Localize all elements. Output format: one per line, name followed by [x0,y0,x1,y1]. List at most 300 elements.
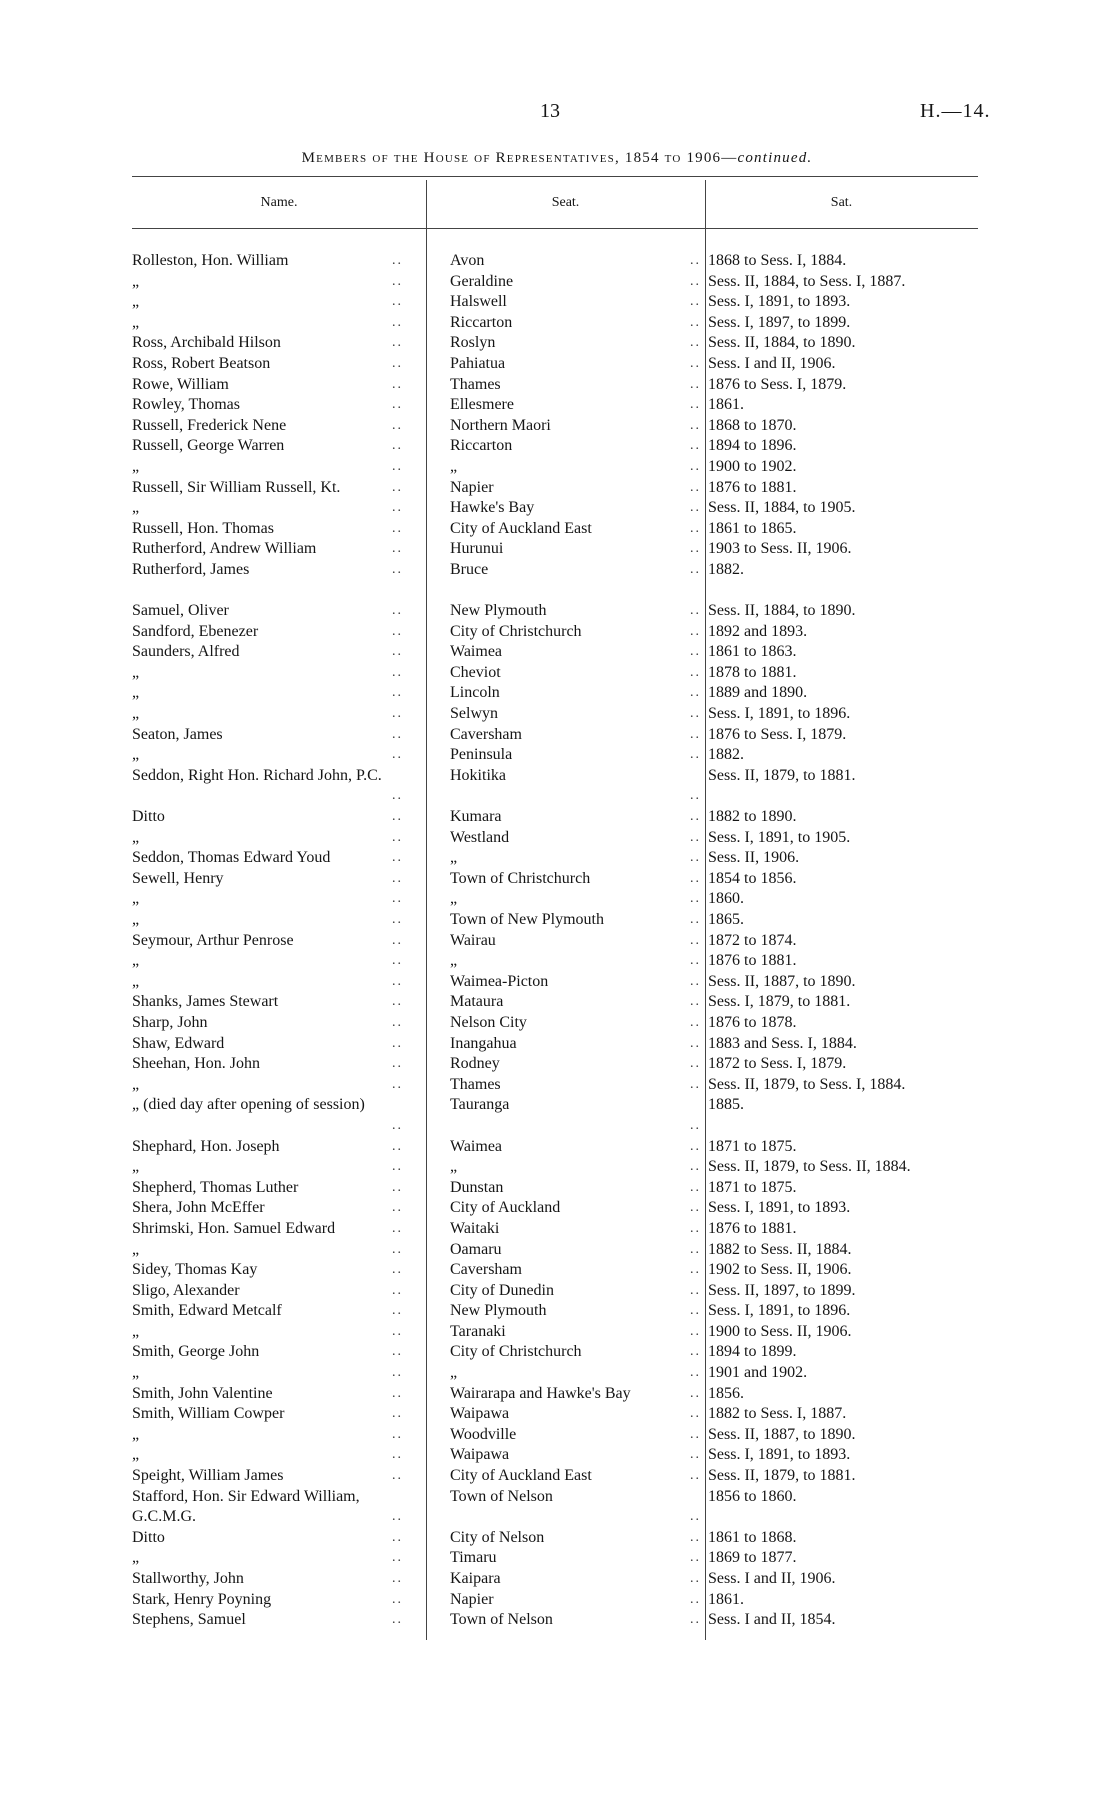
leader-dots: .. [392,1385,403,1401]
leader-dots: .. [690,294,701,310]
table-row [132,1445,992,1466]
table-row [132,354,992,375]
leader-dots: .. [690,1200,701,1216]
sat-period: Sess. I, 1891, to 1893. [708,293,851,311]
seat-name: Halswell [450,293,507,311]
member-name: „ [132,1549,140,1567]
member-name: „ [132,1322,140,1340]
leader-dots: .. [392,1076,403,1092]
leader-dots: .. [392,1241,403,1257]
leader-dots: .. [690,520,701,536]
sat-period: 1889 and 1890. [708,684,808,702]
leader-dots: .. [690,1406,701,1422]
table-row [132,539,992,560]
leader-dots: .. [690,1571,701,1586]
leader-dots: .. [690,953,701,969]
leader-dots: .. [392,644,403,660]
leader-dots: .. [690,891,701,907]
leader-dots: .. [690,1385,701,1401]
page-number: 13 [540,100,560,122]
sat-period: Sess. II, 1879, to 1881. [708,1467,856,1485]
seat-name: City of Christchurch [450,1343,582,1361]
leader-dots: .. [392,1262,403,1278]
leader-dots: .. [392,1220,403,1236]
leader-dots: .. [392,685,403,701]
member-name: Ross, Archibald Hilson [132,334,281,352]
seat-name: Inangahua [450,1034,517,1052]
member-name: Smith, William Cowper [132,1405,285,1423]
sat-period: 1861 to 1863. [708,643,797,661]
table-row [132,333,992,354]
page-heading [0,150,1114,167]
leader-dots: .. [690,397,701,413]
leader-dots: .. [392,294,403,310]
seat-name: Geraldine [450,272,514,290]
table-row [132,1404,992,1425]
leader-dots: .. [392,1282,403,1298]
seat-name: City of Christchurch [450,622,582,640]
table-row [132,272,992,293]
sat-period: 1869 to 1877. [708,1549,797,1567]
sat-period: 1900 to Sess. II, 1906. [708,1322,852,1340]
leader-dots: .. [392,253,403,268]
seat-name: Avon [450,252,485,269]
leader-dots: .. [690,1138,701,1154]
member-name: Saunders, Alfred [132,643,240,661]
sat-period: Sess. I, 1897, to 1899. [708,313,851,331]
seat-name: Wairarapa and Hawke's Bay [450,1384,631,1402]
leader-dots: .. [690,1509,701,1525]
sat-period: Sess. I and II, 1906. [708,1570,836,1587]
leader-dots: .. [392,809,403,825]
seat-name: Waimea [450,643,503,661]
table-row [132,725,992,746]
leader-dots: .. [690,1468,701,1484]
member-name: „ [132,1240,140,1258]
member-name: „ [132,952,140,970]
heading-italic: continued. [737,150,813,166]
table-row [132,292,992,313]
table-row [132,395,992,416]
member-name: „ [132,746,140,764]
sat-period: 1892 and 1893. [708,622,808,640]
seat-name: City of Auckland [450,1199,561,1217]
seat-name: Hurunui [450,540,504,558]
leader-dots: .. [690,541,701,557]
seat-name: Peninsula [450,746,513,764]
sat-period: 1882 to Sess. II, 1884. [708,1240,852,1258]
sat-period: 1894 to 1899. [708,1343,797,1361]
seat-name: Northern Maori [450,416,551,434]
seat-name: Hawke's Bay [450,499,535,517]
member-name: „ [132,890,140,908]
leader-dots: .. [392,273,403,289]
leader-dots: .. [392,850,403,866]
seat-name: „ [450,890,458,908]
member-name: Russell, Sir William Russell, Kt. [132,478,341,496]
table-row [132,1425,992,1446]
sat-period: Sess. II, 1879, to Sess. II, 1884. [708,1158,911,1176]
seat-name: Selwyn [450,705,498,723]
member-name: „ [132,911,140,928]
member-name: Seddon, Thomas Edward Youd [132,849,331,867]
sat-period: 1894 to 1896. [708,437,797,455]
leader-dots: .. [392,417,403,433]
leader-dots: .. [690,1447,701,1463]
table-row [132,1054,992,1075]
table-row [132,1322,992,1343]
sat-period: 1878 to 1881. [708,663,797,681]
table-row [132,869,992,890]
table-row [132,1528,992,1549]
leader-dots: .. [392,870,403,886]
leader-dots: .. [392,1035,403,1051]
leader-dots: .. [690,706,701,722]
table-row [132,848,992,869]
leader-dots: .. [690,561,701,577]
leader-dots: .. [392,355,403,371]
sat-period: 1876 to 1881. [708,478,797,496]
leader-dots: .. [392,912,403,927]
sat-period: Sess. II, 1884, to 1890. [708,602,856,620]
seat-name: Rodney [450,1055,500,1073]
table-row [132,622,992,643]
leader-dots: .. [392,1138,403,1154]
member-name: Rowe, William [132,375,229,393]
sat-period: Sess. II, 1887, to 1890. [708,972,856,990]
member-name: Stark, Henry Poyning [132,1590,272,1608]
table-row [132,1281,992,1302]
table-row [132,1342,992,1363]
member-name: Shera, John McEffer [132,1199,265,1217]
leader-dots: .. [690,458,701,474]
table-row [132,1610,992,1631]
seat-name: Caversham [450,725,522,743]
table-row [132,1198,992,1219]
leader-dots: .. [392,438,403,454]
leader-dots: .. [392,788,403,804]
sat-period: 1868 to 1870. [708,416,797,434]
leader-dots: .. [392,747,403,763]
leader-dots: .. [392,1200,403,1216]
table-row [132,519,992,540]
sat-period: 1854 to 1856. [708,869,797,887]
seat-name: Waimea-Picton [450,972,549,990]
leader-dots: .. [690,603,701,619]
table-row [132,992,992,1013]
sat-period: 1861. [708,1590,744,1608]
sat-period: Sess. II, 1884, to Sess. I, 1887. [708,272,906,290]
leader-dots: .. [690,1262,701,1278]
member-name: Ditto [132,1528,165,1546]
leader-dots: .. [690,1117,701,1133]
table-row [132,910,992,931]
table-row [132,1219,992,1240]
leader-dots: .. [690,438,701,454]
leader-dots: .. [690,912,701,927]
member-name: Ross, Robert Beatson [132,354,271,372]
leader-dots: .. [690,664,701,680]
leader-dots: .. [690,1323,701,1339]
seat-name: City of Auckland East [450,1467,592,1485]
seat-name: Woodville [450,1425,517,1443]
table-row [132,951,992,972]
table-row [132,457,992,478]
member-name: „ [132,313,140,331]
sat-period: Sess. II, 1887, to 1890. [708,1425,856,1443]
sat-period: 1876 to 1881. [708,952,797,970]
leader-dots: .. [690,685,701,701]
leader-dots: .. [392,1571,403,1586]
leader-dots: .. [392,973,403,989]
leader-dots: .. [690,1076,701,1092]
sat-period: 1876 to Sess. I, 1879. [708,375,847,393]
leader-dots: .. [392,1468,403,1484]
members-table [132,251,992,1631]
sat-period: 1871 to 1875. [708,1178,797,1196]
sat-period: Sess. I, 1891, to 1893. [708,1446,851,1464]
seat-name: Waipawa [450,1405,510,1423]
seat-name: Lincoln [450,684,500,702]
table-row [132,745,992,766]
leader-dots: .. [392,1447,403,1463]
table-row [132,416,992,437]
leader-dots: .. [690,1303,701,1319]
column-header-sat: Sat. [830,195,853,210]
member-name: Speight, William James [132,1467,284,1485]
leader-dots: .. [690,1014,701,1030]
table-row [132,1178,992,1199]
leader-dots: .. [690,335,701,351]
member-name: „ [132,1158,140,1176]
leader-dots: .. [392,953,403,969]
seat-name: Thames [450,375,501,393]
leader-dots: .. [392,1179,403,1195]
sat-period: Sess. II, 1879, to 1881. [708,766,856,784]
leader-dots: .. [690,273,701,289]
table-row [132,478,992,499]
seat-name: City of Nelson [450,1528,545,1546]
member-name: Sandford, Ebenezer [132,622,259,640]
leader-dots: .. [392,932,403,948]
sat-period: Sess. I and II, 1906. [708,354,836,372]
leader-dots: .. [690,417,701,433]
seat-name: „ [450,849,458,867]
leader-dots: .. [690,788,701,804]
member-name: Shephard, Hon. Joseph [132,1137,280,1155]
sat-period: 1871 to 1875. [708,1137,797,1155]
table-row [132,498,992,519]
table-row [132,704,992,725]
member-name: Smith, Edward Metcalf [132,1302,282,1320]
table-row [132,1260,992,1281]
sat-period: Sess. II, 1897, to 1899. [708,1281,856,1299]
column-header-name: Name. [260,195,298,210]
leader-dots: .. [690,376,701,392]
sat-period: 1872 to Sess. I, 1879. [708,1055,847,1073]
member-name: Stafford, Hon. Sir Edward William, G.C.M.G. [132,1487,360,1526]
leader-dots: .. [392,376,403,392]
member-name: Rolleston, Hon. William [132,252,289,269]
table-row [132,560,992,581]
member-name: Rowley, Thomas [132,396,240,414]
sat-period: Sess. I, 1879, to 1881. [708,993,851,1011]
member-name: „ [132,1446,140,1464]
table-row [132,1157,992,1178]
sat-period: 1876 to Sess. I, 1879. [708,725,847,743]
sat-period: 1872 to 1874. [708,931,797,949]
heading-text: Members of the House of Representatives, 1854 to 1906— [301,150,738,166]
seat-name: Ellesmere [450,396,514,414]
leader-dots: .. [392,829,403,845]
spacer [132,581,992,602]
sat-period: 1900 to 1902. [708,457,797,475]
leader-dots: .. [392,561,403,577]
seat-name: Taranaki [450,1322,506,1340]
seat-name: Town of Nelson [450,1611,553,1629]
sat-period: 1861. [708,396,744,414]
seat-name: Town of Nelson [450,1487,553,1505]
sat-period: Sess. I, 1891, to 1905. [708,828,851,846]
table-row [132,1487,992,1528]
leader-dots: .. [392,994,403,1010]
member-name: Stephens, Samuel [132,1611,246,1629]
leader-dots: .. [690,1344,701,1360]
sat-period: 1883 and Sess. I, 1884. [708,1034,857,1052]
leader-dots: .. [392,706,403,722]
table-row [132,1548,992,1569]
leader-dots: .. [690,809,701,825]
leader-dots: .. [392,458,403,474]
table-row [132,1075,992,1096]
seat-name: Mataura [450,993,504,1011]
seat-name: Hokitika [450,766,506,784]
sat-period: 1902 to Sess. II, 1906. [708,1261,852,1279]
table-row [132,1240,992,1261]
sat-period: 1861 to 1865. [708,519,797,537]
member-name: „ [132,828,140,846]
seat-name: Timaru [450,1549,497,1567]
sat-period: Sess. I and II, 1854. [708,1611,836,1629]
seat-name: Kumara [450,808,502,826]
member-name: „ [132,1364,140,1382]
leader-dots: .. [690,623,701,639]
leader-dots: .. [690,314,701,330]
leader-dots: .. [690,1282,701,1298]
table-row [132,663,992,684]
seat-name: New Plymouth [450,602,547,620]
seat-name: Cheviot [450,663,501,681]
leader-dots: .. [690,1591,701,1607]
member-name: Shaw, Edward [132,1034,225,1052]
leader-dots: .. [690,829,701,845]
leader-dots: .. [392,726,403,742]
leader-dots: .. [690,355,701,371]
seat-name: Waitaki [450,1219,500,1237]
member-name: Rutherford, James [132,560,250,578]
seat-name: Napier [450,1590,494,1608]
top-rule [132,176,978,177]
leader-dots: .. [690,1241,701,1257]
member-name: Russell, Frederick Nene [132,416,287,434]
sat-period: Sess. II, 1906. [708,849,800,867]
table-row [132,1569,992,1590]
leader-dots: .. [690,850,701,866]
member-name: Sligo, Alexander [132,1281,240,1299]
table-row [132,972,992,993]
sat-period: Sess. I, 1891, to 1896. [708,705,851,723]
table-row [132,683,992,704]
seat-name: Nelson City [450,1013,527,1031]
sat-period: 1856 to 1860. [708,1487,797,1505]
seat-name: Tauranga [450,1096,510,1114]
member-name: „ [132,1425,140,1443]
leader-dots: .. [392,623,403,639]
table-row [132,1301,992,1322]
leader-dots: .. [690,726,701,742]
member-name: Seddon, Right Hon. Richard John, P.C. [132,766,382,784]
leader-dots: .. [690,932,701,948]
table-row [132,889,992,910]
sat-period: Sess. II, 1884, to 1905. [708,499,856,517]
table-row [132,1590,992,1611]
leader-dots: .. [392,603,403,619]
member-name: Sharp, John [132,1013,208,1031]
sat-period: 1885. [708,1096,744,1114]
sat-period: 1882 to 1890. [708,808,797,826]
member-name: Smith, John Valentine [132,1384,273,1402]
sat-period: Sess. II, 1884, to 1890. [708,334,856,352]
table-row [132,1013,992,1034]
member-name: „ [132,663,140,681]
leader-dots: .. [690,1365,701,1381]
leader-dots: .. [690,1159,701,1175]
member-name: „ [132,293,140,311]
leader-dots: .. [392,664,403,680]
member-name: Russell, Hon. Thomas [132,519,274,537]
sat-period: 1876 to 1881. [708,1219,797,1237]
member-name: Seymour, Arthur Penrose [132,931,294,949]
table-row [132,251,992,272]
seat-name: Dunstan [450,1178,504,1196]
member-name: „ [132,972,140,990]
member-name: „ [132,272,140,290]
leader-dots: .. [690,1529,701,1545]
leader-dots: .. [392,1406,403,1422]
member-name: Stallworthy, John [132,1570,244,1587]
table-row [132,807,992,828]
member-name: „ [132,457,140,475]
leader-dots: .. [690,747,701,763]
leader-dots: .. [690,1612,701,1628]
seat-name: „ [450,1158,458,1176]
seat-name: Oamaru [450,1240,502,1258]
leader-dots: .. [690,1220,701,1236]
sat-period: 1868 to Sess. I, 1884. [708,252,847,269]
leader-dots: .. [690,870,701,886]
column-header-seat: Seat. [551,195,580,210]
seat-name: City of Auckland East [450,519,592,537]
leader-dots: .. [690,644,701,660]
leader-dots: .. [392,314,403,330]
leader-dots: .. [392,1344,403,1360]
leader-dots: .. [690,500,701,516]
leader-dots: .. [392,1426,403,1442]
seat-name: Riccarton [450,313,513,331]
member-name: Sewell, Henry [132,869,224,887]
sat-period: 1903 to Sess. II, 1906. [708,540,852,558]
seat-name: Westland [450,828,510,846]
